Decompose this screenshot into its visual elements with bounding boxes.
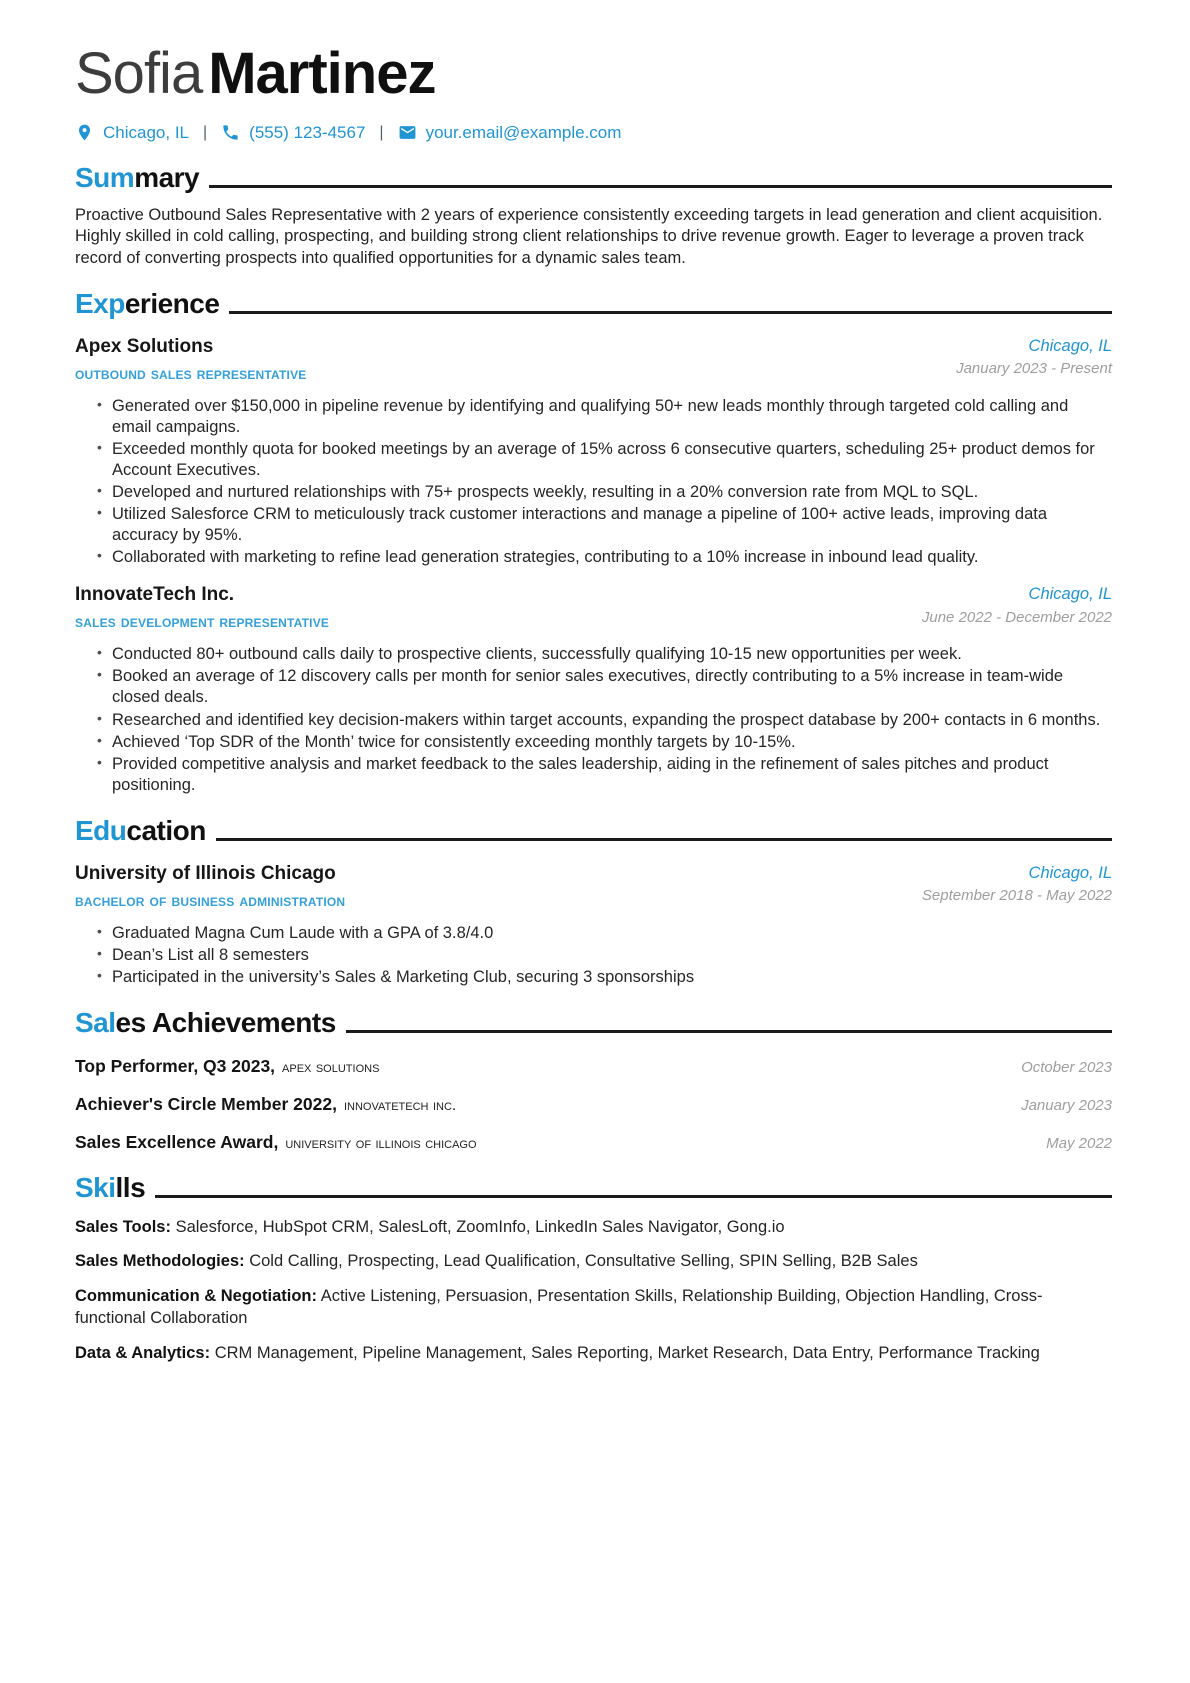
job-header [75, 584, 1112, 632]
skill-group-label: Communication & Negotiation: [75, 1287, 317, 1306]
job-bullet: • Utilized Salesforce CRM to meticulously track customer interactions and manage a pipeline of 100+ active leads, improving data accuracy by 95%. [112, 504, 1112, 546]
skill-group-items: Salesforce, HubSpot CRM, SalesLoft, ZoomInfo, LinkedIn Sales Navigator, Gong.io [175, 1217, 785, 1236]
education-bullet: • Participated in the university’s Sales & Marketing Club, securing 3 sponsorships [112, 967, 1112, 988]
job-bullet: • Achieved ‘Top SDR of the Month’ twice for consistently exceeding monthly targets by 10-15%. [112, 732, 1112, 753]
section-summary [75, 163, 1112, 269]
job-dates: June 2022 - December 2022 [921, 609, 1112, 627]
achievement-left [75, 1094, 456, 1115]
section-achievements [75, 1008, 1112, 1153]
contact-location [75, 123, 189, 143]
education-header-left [75, 863, 345, 911]
contact-phone [221, 123, 365, 143]
job-bullet: • Generated over $150,000 in pipeline revenue by identifying and qualifying 50+ new leads monthly through targeted cold calling and email campaigns. [112, 396, 1112, 438]
achievement-date: January 2023 [1021, 1096, 1112, 1114]
achievement-org: university of illinois chicago [285, 1134, 477, 1152]
resume-header [75, 41, 1112, 143]
achievement-row [75, 1094, 1112, 1115]
skill-group [75, 1217, 1112, 1239]
achievement-org: innovatetech inc. [343, 1096, 457, 1114]
skill-group-items: Active Listening, Persuasion, Presentation Skills, Relationship Building, Objection Handling, Cross-functional Collaboration [75, 1287, 1043, 1327]
contact-row [75, 123, 1112, 143]
achievement-left [75, 1132, 477, 1153]
achievement-title: Sales Excellence Award, [75, 1131, 279, 1152]
summary-text: Proactive Outbound Sales Representative with 2 years of experience consistently exceeding targets in lead generation and client acquisition. Highly skilled in cold calling, prospecting, and building strong client relationships to drive revenue growth. Eager to leverage a proven track record of converting prospects into qualified opportunities for a dynamic sales team. [75, 205, 1103, 267]
heading-accent: Sum [75, 161, 135, 193]
heading-rule [216, 838, 1112, 841]
last-name: Martinez [208, 41, 436, 106]
contact-separator: | [379, 123, 384, 141]
degree-name: bachelor of business administration [75, 890, 346, 910]
job-header-left [75, 584, 329, 632]
heading-accent: Sal [75, 1006, 116, 1038]
education-entry [75, 863, 1112, 988]
achievement-row [75, 1056, 1112, 1077]
achievements-heading [75, 1008, 336, 1039]
heading-rule [229, 311, 1112, 314]
school-name: University of Illinois Chicago [75, 862, 336, 884]
achievement-left [75, 1056, 379, 1077]
achievement-title: Top Performer, Q3 2023, [75, 1055, 276, 1076]
phone-icon [221, 123, 240, 142]
job-bullet: • Researched and identified key decision-makers within target accounts, expanding the prospect database by 200+ contacts in 6 months. [112, 710, 1112, 731]
achievement-title: Achiever's Circle Member 2022, [75, 1093, 337, 1114]
education-bullet-list [75, 923, 1112, 988]
education-bullet: • Dean’s List all 8 semesters [112, 945, 1112, 966]
section-education [75, 816, 1112, 988]
heading-rest: lls [115, 1171, 146, 1203]
skills-heading-row [75, 1173, 1112, 1204]
phone-text: (555) 123-4567 [249, 122, 366, 142]
achievement-org: apex solutions [282, 1058, 380, 1076]
job-entry-apex [75, 336, 1112, 569]
job-bullet-list [75, 644, 1112, 796]
heading-rest: es Achievements [115, 1006, 336, 1038]
job-bullet: • Collaborated with marketing to refine lead generation strategies, contributing to a 10% increase in inbound lead quality. [112, 547, 1112, 568]
skill-group [75, 1343, 1112, 1365]
location-pin-icon [75, 123, 94, 142]
job-entry-innovatetech [75, 584, 1112, 796]
heading-rest: mary [134, 161, 200, 193]
heading-accent: Exp [75, 288, 125, 319]
job-bullet: • Conducted 80+ outbound calls daily to prospective clients, successfully qualifying 10-15 new opportunities per week. [112, 644, 1112, 665]
section-skills [75, 1173, 1112, 1365]
achievement-date: May 2022 [1046, 1134, 1112, 1152]
achievements-heading-row [75, 1008, 1112, 1039]
skill-group-label: Sales Methodologies: [75, 1252, 245, 1271]
job-location: Chicago, IL [1028, 336, 1112, 355]
job-bullet: • Developed and nurtured relationships with 75+ prospects weekly, resulting in a 20% conversion rate from MQL to SQL. [112, 482, 1112, 503]
job-title: sales development representative [75, 612, 330, 632]
contact-email[interactable] [398, 123, 622, 143]
job-header-right [956, 336, 1112, 378]
skill-group-items: Cold Calling, Prospecting, Lead Qualification, Consultative Selling, SPIN Selling, B2B Sales [249, 1252, 918, 1271]
location-text: Chicago, IL [103, 122, 189, 142]
skill-group [75, 1286, 1112, 1330]
summary-heading-row [75, 163, 1112, 194]
skill-group-items: CRM Management, Pipeline Management, Sales Reporting, Market Research, Data Entry, Performance Tracking [214, 1343, 1040, 1362]
job-header-right [922, 584, 1112, 626]
email-text[interactable]: your.email@example.com [425, 122, 622, 142]
first-name: Sofia [75, 41, 203, 106]
company-name: InnovateTech Inc. [75, 584, 235, 606]
job-bullet: • Provided competitive analysis and market feedback to the sales leadership, aiding in the refinement of sales pitches and product positioning. [112, 754, 1112, 796]
achievement-date: October 2023 [1021, 1058, 1112, 1076]
education-dates: September 2018 - May 2022 [921, 887, 1112, 905]
heading-rule [155, 1195, 1112, 1198]
job-bullet: • Exceeded monthly quota for booked meetings by an average of 15% across 6 consecutive quarters, scheduling 25+ product demos for Account Executives. [112, 439, 1112, 481]
company-name: Apex Solutions [75, 335, 214, 357]
envelope-icon [398, 123, 417, 142]
section-experience [75, 289, 1112, 796]
job-header-left [75, 336, 307, 384]
education-heading [75, 816, 206, 847]
candidate-name [75, 41, 1112, 106]
job-title: outbound sales representative [75, 363, 307, 383]
education-header-right [922, 863, 1112, 905]
job-header [75, 336, 1112, 384]
job-location: Chicago, IL [1028, 585, 1112, 604]
heading-rest: erience [124, 288, 220, 319]
experience-heading-row [75, 289, 1112, 320]
education-header [75, 863, 1112, 911]
heading-accent: Ski [75, 1171, 116, 1203]
skills-heading [75, 1173, 145, 1204]
achievement-row [75, 1132, 1112, 1153]
education-bullet: • Graduated Magna Cum Laude with a GPA of 3.8/4.0 [112, 923, 1112, 944]
heading-rule [346, 1030, 1112, 1033]
education-heading-row [75, 816, 1112, 847]
summary-heading [75, 163, 199, 194]
job-bullet: • Booked an average of 12 discovery calls per month for senior sales executives, directly contributing to a 5% increase in team-wide closed deals. [112, 666, 1112, 708]
skill-group-label: Sales Tools: [75, 1217, 171, 1236]
heading-rule [209, 185, 1112, 188]
skill-group [75, 1251, 1112, 1273]
job-bullet-list [75, 396, 1112, 569]
heading-rest: cation [126, 815, 206, 847]
school-location: Chicago, IL [1028, 863, 1112, 882]
job-dates: January 2023 - Present [956, 360, 1112, 378]
contact-separator: | [203, 123, 208, 141]
skill-group-label: Data & Analytics: [75, 1343, 211, 1362]
experience-heading [75, 289, 219, 320]
heading-accent: Edu [75, 815, 127, 847]
